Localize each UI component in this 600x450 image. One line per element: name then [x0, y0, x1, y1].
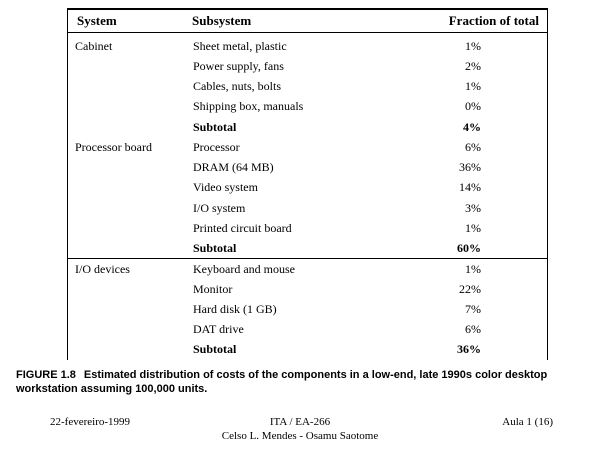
table-row-fraction: 7%: [465, 302, 481, 316]
table-row-subsystem: DRAM (64 MB): [193, 160, 274, 174]
table-row-fraction: 0%: [465, 99, 481, 113]
header-fraction: Fraction of total: [448, 13, 539, 28]
table-row-subsystem: Processor: [193, 140, 240, 154]
figure-caption-text: Estimated distribution of costs of the components in a low-end, late 1990s color desktop workstation assuming 100,000 units.: [16, 369, 548, 395]
table-row-subsystem: Shipping box, manuals: [193, 99, 304, 113]
table-header-row: [67, 10, 548, 32]
table-row-subsystem: Keyboard and mouse: [193, 262, 295, 276]
table-row-subsystem: I/O system: [193, 201, 246, 215]
footer-date: 22-fevereiro-1999: [50, 416, 131, 428]
subtotal-value: 60%: [457, 241, 481, 255]
table-row-subsystem: Printed circuit board: [193, 221, 292, 235]
footer-page-number: Aula 1 (16): [502, 416, 553, 428]
table-row-fraction: 1%: [465, 39, 481, 53]
figure-label: FIGURE 1.8: [16, 369, 76, 381]
header-system: System: [77, 13, 117, 28]
header-divider: [67, 32, 548, 33]
subtotal-value: 36%: [457, 342, 481, 356]
table-row-fraction: 1%: [465, 221, 481, 235]
figure-caption: [16, 368, 576, 396]
table-row-fraction: 6%: [465, 140, 481, 154]
table-row-subsystem: Hard disk (1 GB): [193, 302, 277, 316]
subtotal-label: Subtotal: [193, 241, 237, 255]
table-row-subsystem: Video system: [193, 180, 258, 194]
table-row-subsystem: DAT drive: [193, 322, 244, 336]
table-row-fraction: 1%: [465, 262, 481, 276]
table-row-subsystem: Sheet metal, plastic: [193, 39, 287, 53]
subtotal-label: Subtotal: [193, 120, 237, 134]
table-row-fraction: 14%: [459, 180, 481, 194]
group-divider: [67, 258, 548, 259]
table-row-fraction: 22%: [459, 282, 481, 296]
table-row-fraction: 2%: [465, 59, 481, 73]
footer-authors: Celso L. Mendes - Osamu Saotome: [221, 430, 379, 442]
system-io-devices: I/O devices: [75, 262, 130, 276]
table-row-fraction: 1%: [465, 79, 481, 93]
header-subsystem: Subsystem: [192, 13, 252, 28]
table-row-subsystem: Cables, nuts, bolts: [193, 79, 282, 93]
subtotal-value: 4%: [463, 120, 481, 134]
system-processor-board: Processor board: [75, 140, 152, 154]
table-row-fraction: 3%: [465, 201, 481, 215]
table-row-subsystem: Monitor: [193, 282, 233, 296]
subtotal-label: Subtotal: [193, 342, 237, 356]
system-cabinet: Cabinet: [75, 39, 113, 53]
table-row-fraction: 6%: [465, 322, 481, 336]
footer-course: ITA / EA-266: [269, 416, 331, 428]
table-row-fraction: 36%: [459, 160, 481, 174]
table-row-subsystem: Power supply, fans: [193, 59, 284, 73]
